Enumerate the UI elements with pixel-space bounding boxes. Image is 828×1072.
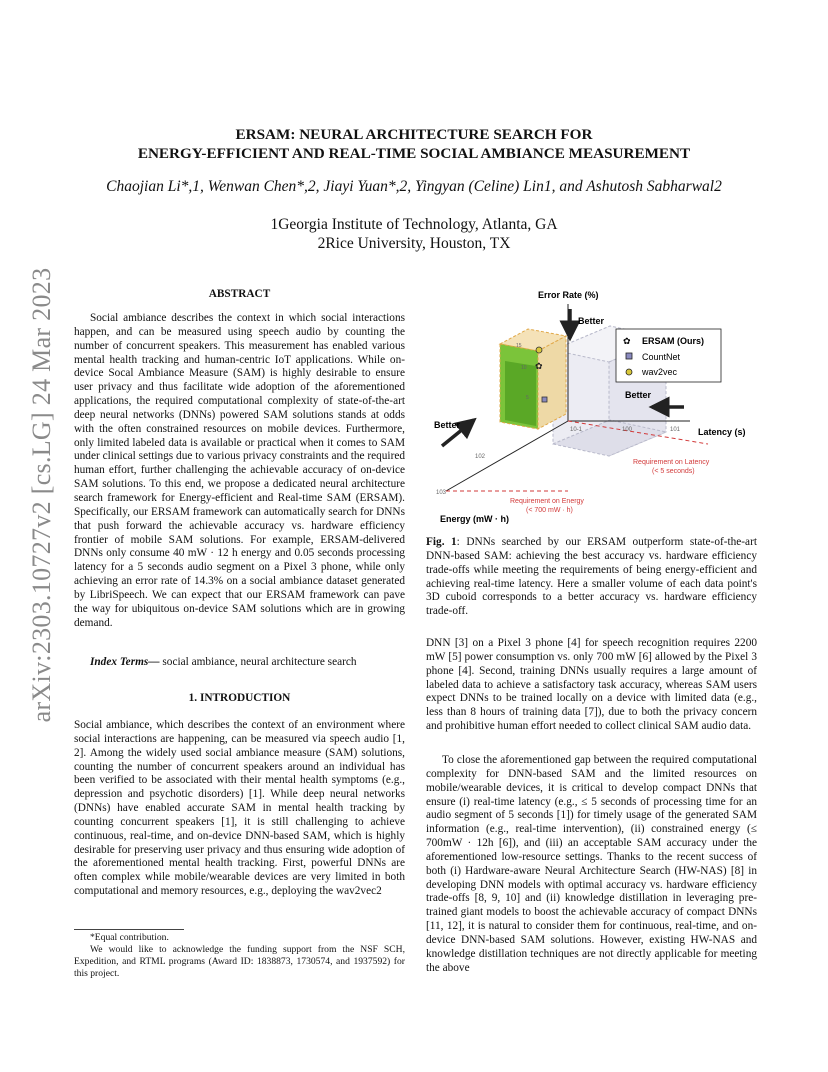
z-axis-label: Energy (mW · h)	[440, 514, 509, 524]
title-line-2: ENERGY-EFFICIENT AND REAL-TIME SOCIAL AMBIANCE MEASUREMENT	[137, 145, 691, 162]
y-tick-label: 5	[526, 395, 529, 401]
right-paragraph-1: DNN [3] on a Pixel 3 phone [4] for speech recognition requires 2200 mW [5] power consumption vs. only 700 mW [6] allowed by the Pixel 3 phone [4]. Second, training DNNs usually requires a large amount of labeled data to achieve a satisfactory task accuracy, whereas SAM users expect DNNs to be trained locally on a device with limited data (e.g., less than 8 hours of training data [7]), due to both the privacy concern and prohibitive human effort needed to collect clinical SAM audio data.	[426, 637, 757, 733]
title-line-1: ERSAM: NEURAL ARCHITECTURE SEARCH FOR	[235, 126, 593, 143]
legend-ersam: ERSAM (Ours)	[642, 336, 705, 346]
y-axis-label: Error Rate (%)	[538, 290, 599, 300]
footnote-rule	[74, 929, 184, 930]
figure-1	[428, 286, 758, 530]
paper-title	[70, 125, 758, 163]
abstract-heading: ABSTRACT	[208, 288, 271, 300]
legend-wav2vec: wav2vec	[642, 367, 678, 377]
x-tick-label: 10-1	[570, 427, 583, 433]
authors: Chaojian Li*,1, Wenwan Chen*,2, Jiayi Yuan*,2, Yingyan (Celine) Lin1, and Ashutosh Sabharwal2	[106, 178, 722, 195]
z-tick-label: 102	[475, 454, 486, 460]
z-axis-line	[446, 421, 568, 491]
x-tick-label: 101	[670, 427, 681, 433]
x-tick-label: 100	[622, 427, 633, 433]
better-label-top: Better	[578, 316, 605, 326]
legend-ersam-icon: ✿	[623, 336, 631, 346]
footnote-1: *Equal contribution.	[90, 932, 169, 943]
abstract: Social ambiance describes the context in which social interactions happen, and can be measured using speech audio by counting the number of concurrent speakers. This measurement has enabled various mental health tracking and human-centric IoT applications. While on-device Socal Ambiance Measure (SAM) is highly desirable to ensure user privacy and thus facilitate wide adoption of the aforementioned applications, the required computational complexity of state-of-the-art deep neural networks (DNNs) powered SAM solutions stands at odds with the often constrained resources on mobile devices. Furthermore, only limited labeled data is available or practical when it comes to SAM under clinical settings due to various privacy constraints and the required human effort, further challenging the achievable accuracy of on-device SAM solutions. To this end, we propose a dedicated neural architecture search framework for Energy-efficient and Real-time SAM (ERSAM). Specifically, our ERSAM framework can automatically search for DNNs that push forward the achievable accuracy vs. hardware efficiency frontier of mobile SAM solutions. For example, ERSAM-delivered DNNs only consume 40 mW · 12 h energy and 0.05 seconds processing latency for a 5 seconds audio segment on a Pixel 3 phone, while only achieving an error rate of 14.3% on a social ambiance dataset generated by LibriSpeech. We can expect that our ERSAM framework can pave the way for ubiquitous on-device SAM solutions which are in growing demand.	[74, 312, 405, 629]
figure-caption-text: : DNNs searched by our ERSAM outperform state-of-the-art DNN-based SAM: achieving the best accuracy vs. hardware efficiency trade-offs while meeting the requirements of being energy-efficient and achieving real-time latency. Here a smaller volume of each data point's 3D cuboid corresponds to a better accuracy vs. hardware efficiency trade-off.	[426, 536, 757, 618]
latency-req-label: Requirement on Latency	[633, 459, 710, 466]
affiliation-2: 2Rice University, Houston, TX	[317, 235, 511, 252]
energy-req-label: Requirement on Energy	[510, 498, 584, 505]
right-paragraph-2: To close the aforementioned gap between the required computational complexity for DNN-based SAM and the limited resources on mobile/wearable devices, it is critical to develop compact DNNs that ensure (i) real-time latency (e.g., ≤ 5 seconds of processing time for an audio segment of 5 seconds [1]) for timely usage of the generated SAM information (e.g., real-time intervention), (ii) constrained energy (≤ 700mW · 12h [6]), and (iii) an acceptable SAM accuracy under the aforementioned low-resource settings. Thanks to the recent success of both (i) Hardware-aware Neural Architecture Search (HW-NAS) [8] in developing DNN models with optimal accuracy vs. hardware efficiency trade-offs [8, 9, 10] and (ii) knowledge distillation in leveraging pre-trained giant models to boost the achievable accuracy of compact DNNs [11, 12], it is natural to consider them for continuous, real-time, and on-device DNN-based SAM solutions. However, existing HW-NAS and knowledge distillation techniques are not directly applicable for meeting the above	[426, 754, 757, 974]
legend-wav2vec-icon	[626, 369, 632, 375]
better-label-left: Better	[434, 420, 461, 430]
footnote-2: We would like to acknowledge the funding support from the NSF SCH, Expedition, and RTML programs (Award ID: 1838873, 1730574, and 1937592) for this project.	[74, 944, 405, 979]
footnotes	[74, 932, 405, 980]
countnet-marker	[542, 397, 547, 402]
latency-req-sub: (< 5 seconds)	[652, 468, 695, 475]
better-label-right: Better	[625, 390, 652, 400]
affiliation-1: 1Georgia Institute of Technology, Atlanta, GA	[270, 216, 558, 233]
z-tick-label: 103	[436, 490, 447, 496]
affiliations	[70, 215, 758, 253]
figure-caption	[426, 536, 757, 619]
wav2vec-marker	[536, 347, 542, 353]
legend-countnet: CountNet	[642, 352, 681, 362]
index-terms-text: social ambiance, neural architecture search	[159, 656, 357, 668]
legend-countnet-icon	[626, 353, 632, 359]
index-terms	[74, 656, 405, 670]
index-terms-label: Index Terms—	[90, 656, 160, 668]
figure-1-svg	[428, 286, 758, 530]
intro-paragraph: Social ambiance, which describes the context of an environment where social interactions are happening, can be measured via speech audio [1, 2]. Among the widely used social ambiance measure (SAM) solutions, counting the number of concurrent speakers around an individual has been verified to be associated with their mental health symptoms (e.g., depression and psychotic disorders) [1]. While deep neural networks (DNNs) have enabled accurate SAM in mental health tracking by counting concurrent speakers [1], it is still challenging to achieve continuous, real-time, and on-device DNN-based SAM, which is highly desirable for preserving user privacy and thus ensuring wide adoption of the aforementioned mental health tracking. First, powerful DNNs are often complex while mobile/wearable devices are very limited in both computational and memory resources, e.g., deploying the wav2vec2	[74, 719, 405, 898]
intro-heading: 1. INTRODUCTION	[188, 692, 291, 704]
energy-req-sub: (< 700 mW · h)	[526, 507, 573, 514]
legend	[616, 329, 721, 382]
cuboid-ersam	[500, 329, 566, 429]
ersam-marker: ✿	[535, 361, 543, 371]
y-tick-label: 10	[521, 365, 527, 371]
figure-caption-label: Fig. 1	[426, 536, 457, 548]
x-axis-label: Latency (s)	[698, 427, 746, 437]
y-tick-label: 15	[516, 343, 522, 349]
arxiv-stamp: arXiv:2303.10727v2 [cs.LG] 24 Mar 2023	[27, 267, 56, 723]
